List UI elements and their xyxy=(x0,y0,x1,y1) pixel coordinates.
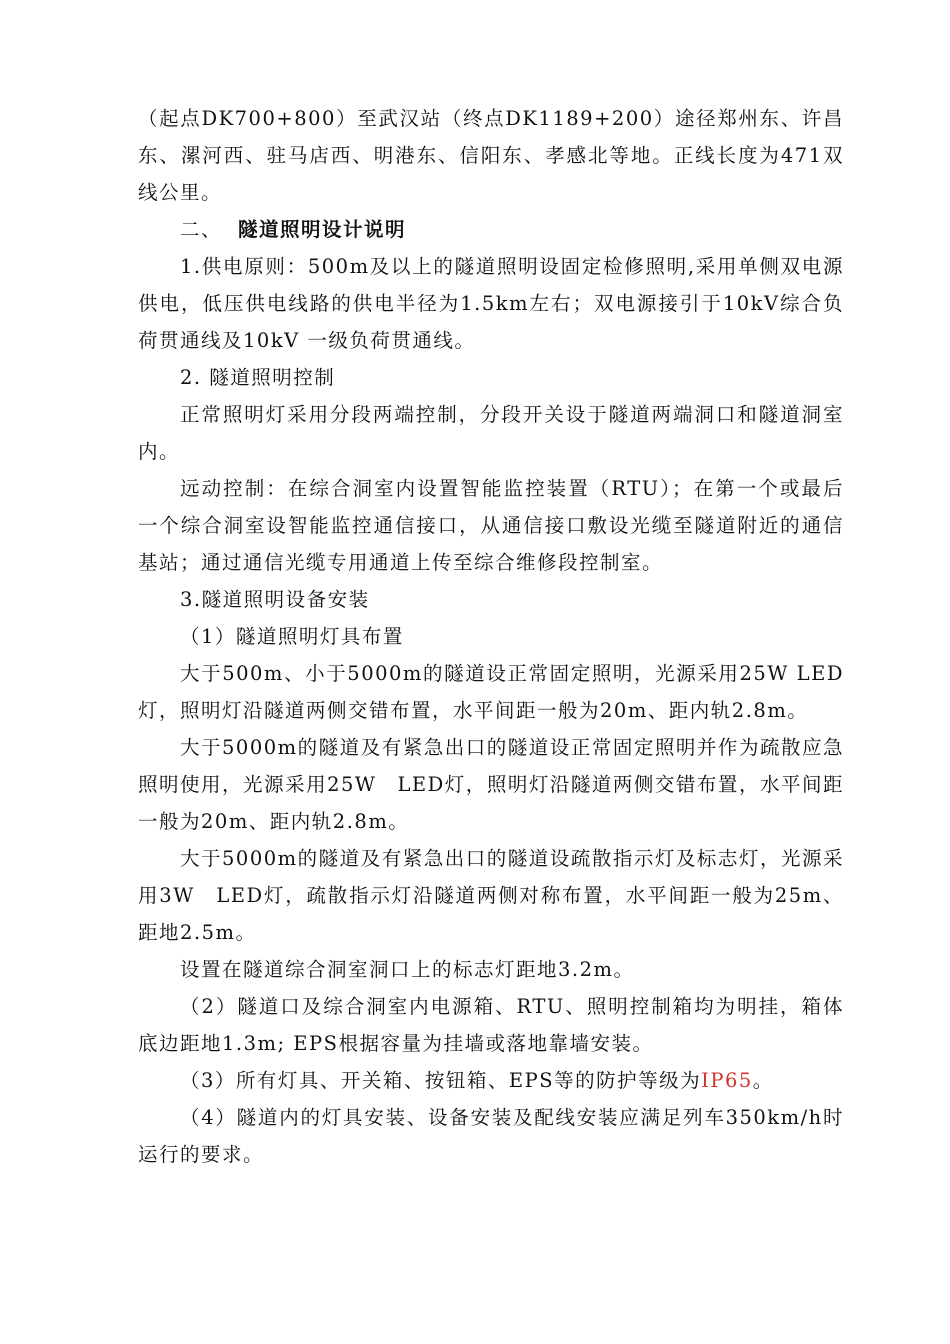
paragraph-normal-lighting: 正常照明灯采用分段两端控制，分段开关设于隧道两端洞口和隧道洞室内。 xyxy=(138,403,844,463)
subheading-equipment-install: 3.隧道照明设备安装 xyxy=(180,588,370,611)
paragraph-protection-level xyxy=(138,1062,844,1099)
paragraph-5000m-tunnel-emergency: 大于5000m的隧道及有紧急出口的隧道设正常固定照明并作为疏散应急照明使用，光源采用25W LED灯，照明灯沿隧道两侧交错布置，水平间距一般为20m、距内轨2.8m。 xyxy=(138,736,844,833)
subheading-lamp-layout: （1）隧道照明灯具布置 xyxy=(180,625,404,648)
protection-rating: IP65 xyxy=(701,1069,753,1092)
protection-text: （3）所有灯具、开关箱、按钮箱、EPS等的防护等级为 xyxy=(180,1069,702,1092)
paragraph-remote-control: 远动控制：在综合洞室内设置智能监控装置（RTU）；在第一个或最后一个综合洞室设智能监控通信接口，从通信接口敷设光缆至隧道附近的通信基站；通过通信光缆专用通道上传至综合维修段控制室。 xyxy=(138,477,844,574)
paragraph-sign-light-height: 设置在隧道综合洞室洞口上的标志灯距地3.2m。 xyxy=(180,958,635,981)
document-body xyxy=(138,100,844,1173)
paragraph-train-speed: （4）隧道内的灯具安装、设备安装及配线安装应满足列车350km/h时运行的要求。 xyxy=(138,1106,844,1166)
section-heading-2 xyxy=(138,211,844,248)
section-number: 二、 xyxy=(180,218,223,241)
section-title: 隧道照明设计说明 xyxy=(238,218,407,241)
paragraph-500m-tunnel: 大于500m、小于5000m的隧道设正常固定照明，光源采用25W LED灯，照明灯沿隧道两侧交错布置，水平间距一般为20m、距内轨2.8m。 xyxy=(138,662,844,722)
protection-end: 。 xyxy=(752,1069,774,1092)
paragraph-route: （起点DK700+800）至武汉站（终点DK1189+200）途径郑州东、许昌东、漯河西、驻马店西、明港东、信阳东、孝感北等地。正线长度为471双线公里。 xyxy=(138,107,844,204)
paragraph-power-box: （2）隧道口及综合洞室内电源箱、RTU、照明控制箱均为明挂，箱体底边距地1.3m; EPS根据容量为挂墙或落地靠墙安装。 xyxy=(138,995,844,1055)
subheading-lighting-control: 2. 隧道照明控制 xyxy=(180,366,336,389)
paragraph-evacuation-signs: 大于5000m的隧道及有紧急出口的隧道设疏散指示灯及标志灯，光源采用3W LED灯，疏散指示灯沿隧道两侧对称布置，水平间距一般为25m、距地2.5m。 xyxy=(138,847,844,944)
paragraph-power-principle: 1.供电原则：500m及以上的隧道照明设固定检修照明,采用单侧双电源供电，低压供电线路的供电半径为1.5km左右；双电源接引于10kV综合负荷贯通线及10kV 一级负荷贯通线。 xyxy=(138,255,844,352)
